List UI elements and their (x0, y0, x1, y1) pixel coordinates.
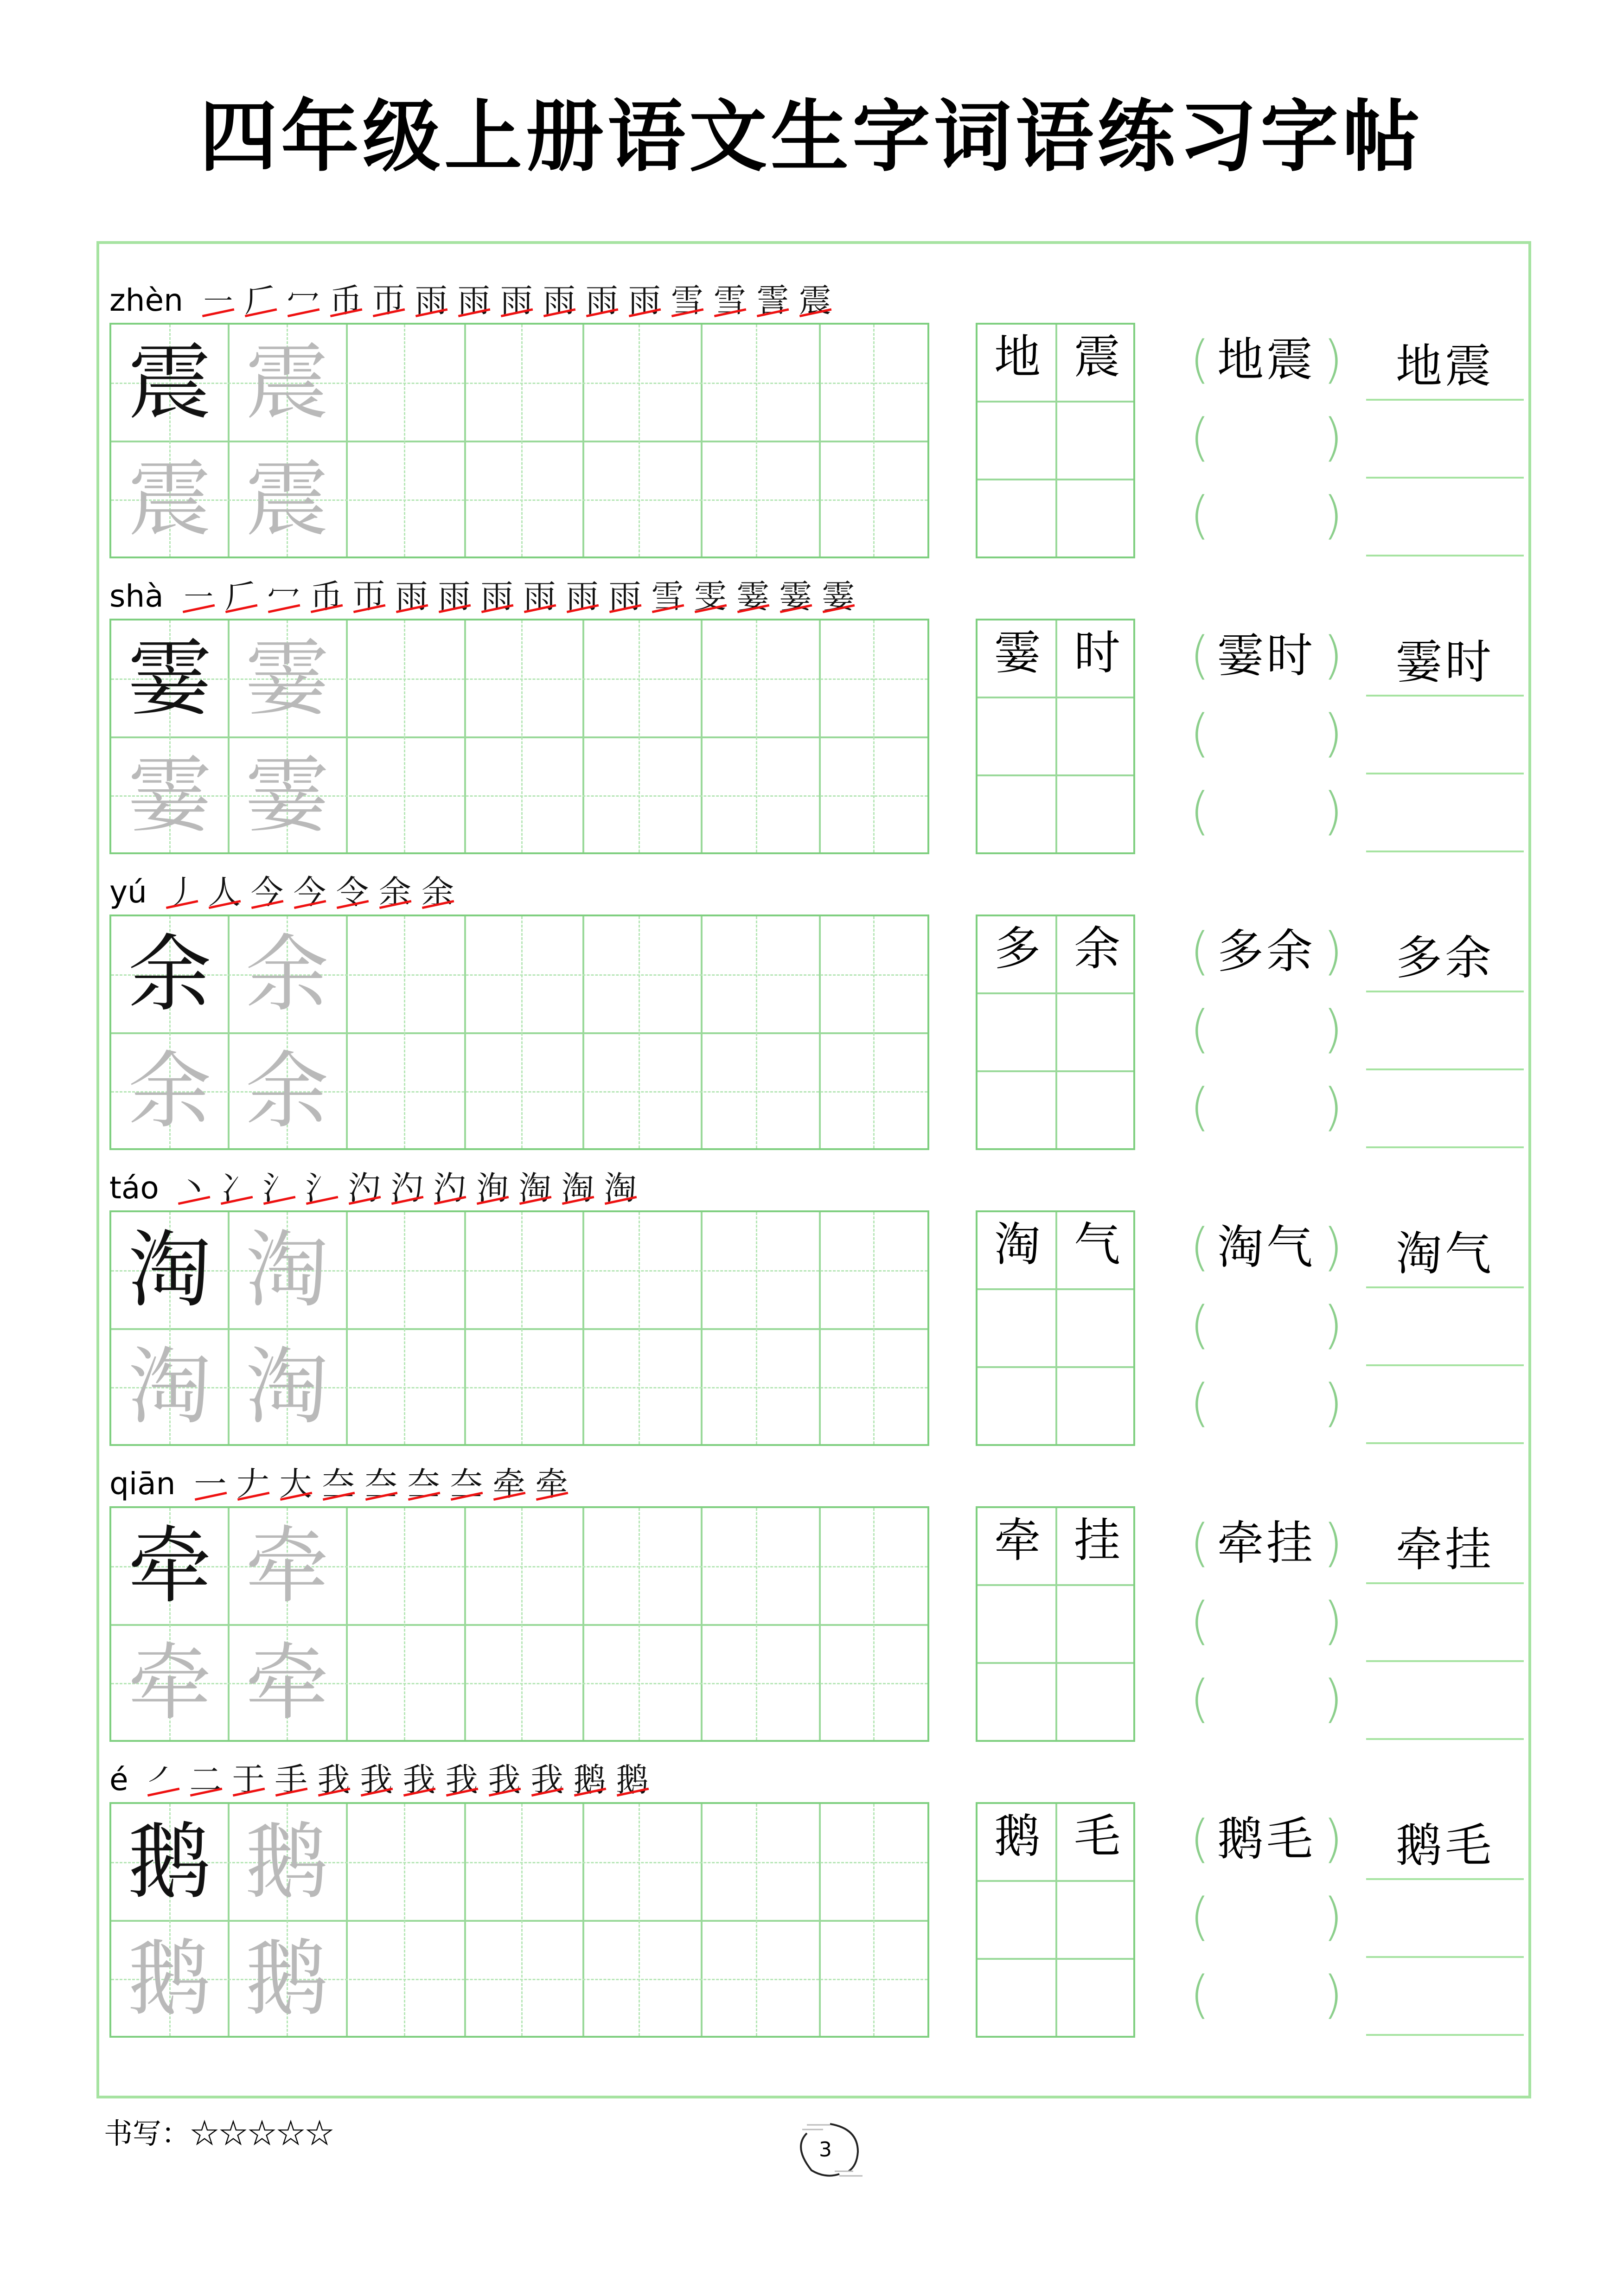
left-bracket: ( (1190, 1295, 1210, 1355)
word-box-character: 多 (994, 921, 1041, 976)
word-box-character: 毛 (1074, 1809, 1120, 1863)
stroke-step: 牵 (535, 1465, 568, 1503)
stroke-step: 余 (378, 873, 411, 911)
underline-word-practice (1366, 1802, 1524, 2038)
left-bracket: ( (1190, 1809, 1210, 1868)
right-bracket: ) (1323, 486, 1343, 545)
bracket-row (1190, 1506, 1343, 1584)
model-character: 震 (128, 334, 211, 431)
bracket-word: 多余 (1217, 924, 1316, 979)
underline-row (1366, 1288, 1524, 1366)
bracket-word: 地震 (1217, 333, 1316, 387)
left-bracket: ( (1190, 1217, 1210, 1277)
stroke-step: 冖 (287, 281, 319, 320)
stroke-step: 丶 (177, 1169, 210, 1207)
stroke-step: 汋 (348, 1169, 381, 1207)
left-bracket: ( (1190, 330, 1210, 389)
stroke-sequence (194, 1465, 568, 1503)
bracket-row (1190, 1288, 1343, 1366)
left-bracket: ( (1190, 486, 1210, 545)
model-character: 牵 (128, 1518, 211, 1615)
stroke-step: 雨 (608, 577, 641, 615)
left-bracket: ( (1190, 1513, 1210, 1573)
bracket-row (1190, 1662, 1343, 1740)
word-box-character: 时 (1074, 626, 1120, 680)
underline-word: 多余 (1396, 931, 1494, 985)
stroke-step: 鹅 (616, 1761, 649, 1799)
bracket-row (1190, 992, 1343, 1070)
word-box-character: 地 (994, 330, 1041, 384)
stroke-step: 雪 (651, 577, 684, 615)
underline-word-practice (1366, 619, 1524, 854)
right-bracket: ) (1323, 1295, 1343, 1355)
underline-row (1366, 1584, 1524, 1662)
bracket-row (1190, 697, 1343, 774)
bracket-row (1190, 401, 1343, 479)
right-bracket: ) (1323, 999, 1343, 1059)
bracket-word-practice (1190, 915, 1343, 1150)
trace-character: 鹅 (128, 1931, 211, 2027)
trace-character: 鹅 (245, 1931, 329, 2027)
underline-row (1366, 1662, 1524, 1740)
left-bracket: ( (1190, 999, 1210, 1059)
underline-word-practice (1366, 323, 1524, 558)
stroke-step: 雨 (585, 281, 618, 320)
stroke-step: 雨 (628, 281, 661, 320)
stroke-step: 洵 (476, 1169, 509, 1207)
bracket-row (1190, 619, 1343, 697)
stroke-step: 币 (329, 281, 362, 320)
bracket-row (1190, 915, 1343, 992)
stroke-step: 帀 (372, 281, 405, 320)
page-number-text: 3 (819, 2138, 832, 2162)
trace-character: 淘 (245, 1339, 329, 1436)
trace-character: 余 (245, 1043, 329, 1140)
practice-grid (109, 1506, 929, 1742)
bracket-row (1190, 1880, 1343, 1958)
practice-grid (109, 915, 929, 1150)
stroke-step: 二 (189, 1761, 222, 1799)
pinyin-label: é (109, 1762, 128, 1797)
page-number (779, 2119, 872, 2180)
stroke-step: 今 (250, 873, 283, 911)
underline-row (1366, 1880, 1524, 1958)
underline-row (1366, 1210, 1524, 1288)
underline-word-practice (1366, 1506, 1524, 1742)
stroke-step: 雨 (566, 577, 599, 615)
bracket-row (1190, 1070, 1343, 1148)
stroke-step: 余 (421, 873, 454, 911)
stroke-order-line (109, 574, 1130, 619)
stroke-step: 雨 (500, 281, 533, 320)
right-bracket: ) (1323, 1373, 1343, 1433)
stroke-order-line (109, 1166, 1130, 1210)
stroke-step: 我 (317, 1761, 350, 1799)
stroke-order-line (109, 278, 1130, 323)
word-box-grid (976, 323, 1135, 558)
word-box-grid (976, 915, 1135, 1150)
model-character: 淘 (128, 1222, 211, 1319)
stroke-step: 大 (279, 1465, 312, 1503)
right-bracket: ) (1323, 1887, 1343, 1946)
stroke-order-line (109, 1462, 1130, 1506)
left-bracket: ( (1190, 704, 1210, 763)
underline-word: 地震 (1396, 339, 1494, 393)
trace-character: 牵 (128, 1635, 211, 1732)
character-block (109, 1166, 1533, 1463)
word-box-character: 淘 (994, 1217, 1041, 1272)
stroke-sequence (177, 1169, 637, 1207)
bracket-word: 淘气 (1217, 1220, 1316, 1274)
underline-row (1366, 774, 1524, 852)
stroke-step: 鹅 (573, 1761, 606, 1799)
word-box-character: 震 (1074, 330, 1120, 384)
underline-word: 鹅毛 (1396, 1818, 1494, 1873)
word-box-grid (976, 1802, 1135, 2038)
underline-row (1366, 323, 1524, 401)
pinyin-label: qiān (109, 1466, 176, 1502)
stroke-step: 雨 (438, 577, 471, 615)
trace-character: 淘 (245, 1222, 329, 1319)
stroke-step: 我 (488, 1761, 521, 1799)
practice-grid (109, 1802, 929, 2038)
trace-character: 淘 (128, 1339, 211, 1436)
left-bracket: ( (1190, 921, 1210, 981)
trace-character: 霎 (245, 630, 329, 727)
underline-row (1366, 401, 1524, 479)
right-bracket: ) (1323, 1217, 1343, 1277)
stroke-step: ㇒ (147, 1761, 179, 1799)
stroke-step: 氵 (262, 1169, 295, 1207)
underline-row (1366, 619, 1524, 697)
word-box-character: 余 (1074, 921, 1120, 976)
trace-character: 牵 (245, 1518, 329, 1615)
stroke-step: 雯 (694, 577, 727, 615)
left-bracket: ( (1190, 626, 1210, 685)
trace-character: 余 (245, 926, 329, 1023)
word-box-grid (976, 1210, 1135, 1446)
stroke-sequence (182, 577, 855, 615)
stroke-step: 冖 (267, 577, 300, 615)
right-bracket: ) (1323, 1669, 1343, 1728)
left-bracket: ( (1190, 1887, 1210, 1946)
stroke-step: 雨 (415, 281, 447, 320)
left-bracket: ( (1190, 1077, 1210, 1137)
practice-grid (109, 619, 929, 854)
stroke-step: 丿 (165, 873, 198, 911)
stroke-step: 淘 (561, 1169, 594, 1207)
stroke-order-line (109, 1758, 1130, 1802)
underline-row (1366, 1070, 1524, 1148)
right-bracket: ) (1323, 1077, 1343, 1137)
trace-character: 震 (128, 451, 211, 548)
stroke-step: 雨 (395, 577, 428, 615)
right-bracket: ) (1323, 1591, 1343, 1650)
stroke-step: 人 (208, 873, 241, 911)
stroke-step: 𠂆 (244, 281, 277, 320)
stroke-step: 今 (293, 873, 326, 911)
word-box-character: 气 (1074, 1217, 1120, 1272)
bracket-word: 牵挂 (1217, 1516, 1316, 1570)
trace-character: 鹅 (245, 1814, 329, 1911)
stroke-step: 霎 (779, 577, 812, 615)
writing-rating-label: 书写：☆☆☆☆☆ (104, 2117, 334, 2150)
right-bracket: ) (1323, 1513, 1343, 1573)
stroke-step: 帀 (352, 577, 385, 615)
stroke-sequence (165, 873, 454, 911)
stroke-step: 汋 (433, 1169, 466, 1207)
underline-row (1366, 1506, 1524, 1584)
stroke-step: 雪 (713, 281, 746, 320)
model-character: 余 (128, 926, 211, 1023)
stroke-step: 牵 (492, 1465, 525, 1503)
underline-row (1366, 1366, 1524, 1444)
stroke-sequence (201, 281, 831, 320)
underline-word: 淘气 (1396, 1227, 1494, 1281)
pinyin-label: shà (109, 578, 164, 614)
left-bracket: ( (1190, 1591, 1210, 1650)
pinyin-label: yú (109, 874, 147, 910)
word-box-character: 霎 (994, 626, 1041, 680)
character-block (109, 870, 1533, 1167)
bracket-word: 霎时 (1217, 628, 1316, 683)
word-box-character: 挂 (1074, 1513, 1120, 1567)
trace-character: 霎 (128, 747, 211, 844)
character-block (109, 574, 1533, 871)
stroke-step: 令 (336, 873, 369, 911)
underline-row (1366, 697, 1524, 774)
left-bracket: ( (1190, 781, 1210, 841)
underline-word-practice (1366, 1210, 1524, 1446)
stroke-step: 𠂆 (224, 577, 257, 615)
bracket-word-practice (1190, 1802, 1343, 2038)
practice-grid (109, 1210, 929, 1446)
stroke-step: 夳 (364, 1465, 397, 1503)
bracket-word-practice (1190, 619, 1343, 854)
stroke-step: 币 (310, 577, 343, 615)
stroke-step: 雪 (671, 281, 703, 320)
stroke-step: 汋 (390, 1169, 423, 1207)
word-box-character: 鹅 (994, 1809, 1041, 1863)
stroke-step: ㇐ (201, 281, 234, 320)
trace-character: 余 (128, 1043, 211, 1140)
trace-character: 震 (245, 334, 329, 431)
word-box-grid (976, 619, 1135, 854)
stroke-step: 霎 (822, 577, 855, 615)
model-character: 霎 (128, 630, 211, 727)
right-bracket: ) (1323, 626, 1343, 685)
underline-word: 霎时 (1396, 635, 1494, 689)
right-bracket: ) (1323, 781, 1343, 841)
bracket-row (1190, 774, 1343, 852)
underline-row (1366, 1958, 1524, 2036)
bracket-word-practice (1190, 1506, 1343, 1742)
right-bracket: ) (1323, 330, 1343, 389)
bracket-row (1190, 323, 1343, 401)
stroke-sequence (147, 1761, 649, 1799)
stroke-step: 淘 (604, 1169, 637, 1207)
stroke-step: 夳 (322, 1465, 355, 1503)
trace-character: 霎 (245, 747, 329, 844)
bracket-word: 鹅毛 (1217, 1812, 1316, 1866)
right-bracket: ) (1323, 1809, 1343, 1868)
stroke-step: 一 (194, 1465, 227, 1503)
stroke-step: 雨 (457, 281, 490, 320)
left-bracket: ( (1190, 408, 1210, 467)
practice-grid (109, 323, 929, 558)
stroke-step: 雨 (523, 577, 556, 615)
right-bracket: ) (1323, 408, 1343, 467)
word-box-grid (976, 1506, 1135, 1742)
bracket-row (1190, 479, 1343, 556)
character-block (109, 1758, 1533, 2054)
stroke-step: 霅 (756, 281, 789, 320)
trace-character: 震 (245, 451, 329, 548)
left-bracket: ( (1190, 1373, 1210, 1433)
underline-row (1366, 915, 1524, 992)
stroke-step: 冫 (220, 1169, 253, 1207)
underline-row (1366, 1802, 1524, 1880)
stroke-step: 雨 (543, 281, 575, 320)
stroke-step: 我 (403, 1761, 435, 1799)
left-bracket: ( (1190, 1965, 1210, 2024)
underline-row (1366, 992, 1524, 1070)
right-bracket: ) (1323, 1965, 1343, 2024)
pinyin-label: táo (109, 1170, 159, 1206)
stroke-step: 手 (275, 1761, 307, 1799)
right-bracket: ) (1323, 921, 1343, 981)
left-bracket: ( (1190, 1669, 1210, 1728)
page-title: 四年级上册语文生字词语练习字帖 (199, 90, 1424, 182)
stroke-step: 我 (445, 1761, 478, 1799)
bracket-row (1190, 1802, 1343, 1880)
stroke-step: 于 (232, 1761, 265, 1799)
stroke-step: 霎 (736, 577, 769, 615)
stroke-step: 夳 (450, 1465, 483, 1503)
character-block (109, 278, 1533, 575)
underline-row (1366, 479, 1524, 556)
bracket-row (1190, 1366, 1343, 1444)
underline-word: 牵挂 (1396, 1522, 1494, 1577)
stroke-step: 我 (530, 1761, 563, 1799)
bracket-row (1190, 1584, 1343, 1662)
trace-character: 牵 (245, 1635, 329, 1732)
stroke-step: 氵 (305, 1169, 338, 1207)
stroke-step: 震 (799, 281, 831, 320)
bracket-word-practice (1190, 1210, 1343, 1446)
stroke-step: 雨 (480, 577, 513, 615)
pinyin-label: zhèn (109, 282, 183, 318)
bracket-row (1190, 1210, 1343, 1288)
stroke-step: 𠂇 (236, 1465, 269, 1503)
underline-word-practice (1366, 915, 1524, 1150)
right-bracket: ) (1323, 704, 1343, 763)
stroke-step: 夳 (407, 1465, 440, 1503)
stroke-order-line (109, 870, 1130, 915)
stroke-step: 淘 (518, 1169, 551, 1207)
bracket-word-practice (1190, 323, 1343, 558)
model-character: 鹅 (128, 1814, 211, 1911)
stroke-step: 我 (360, 1761, 393, 1799)
stroke-step: ㇐ (182, 577, 215, 615)
bracket-row (1190, 1958, 1343, 2036)
word-box-character: 牵 (994, 1513, 1041, 1567)
character-block (109, 1462, 1533, 1759)
